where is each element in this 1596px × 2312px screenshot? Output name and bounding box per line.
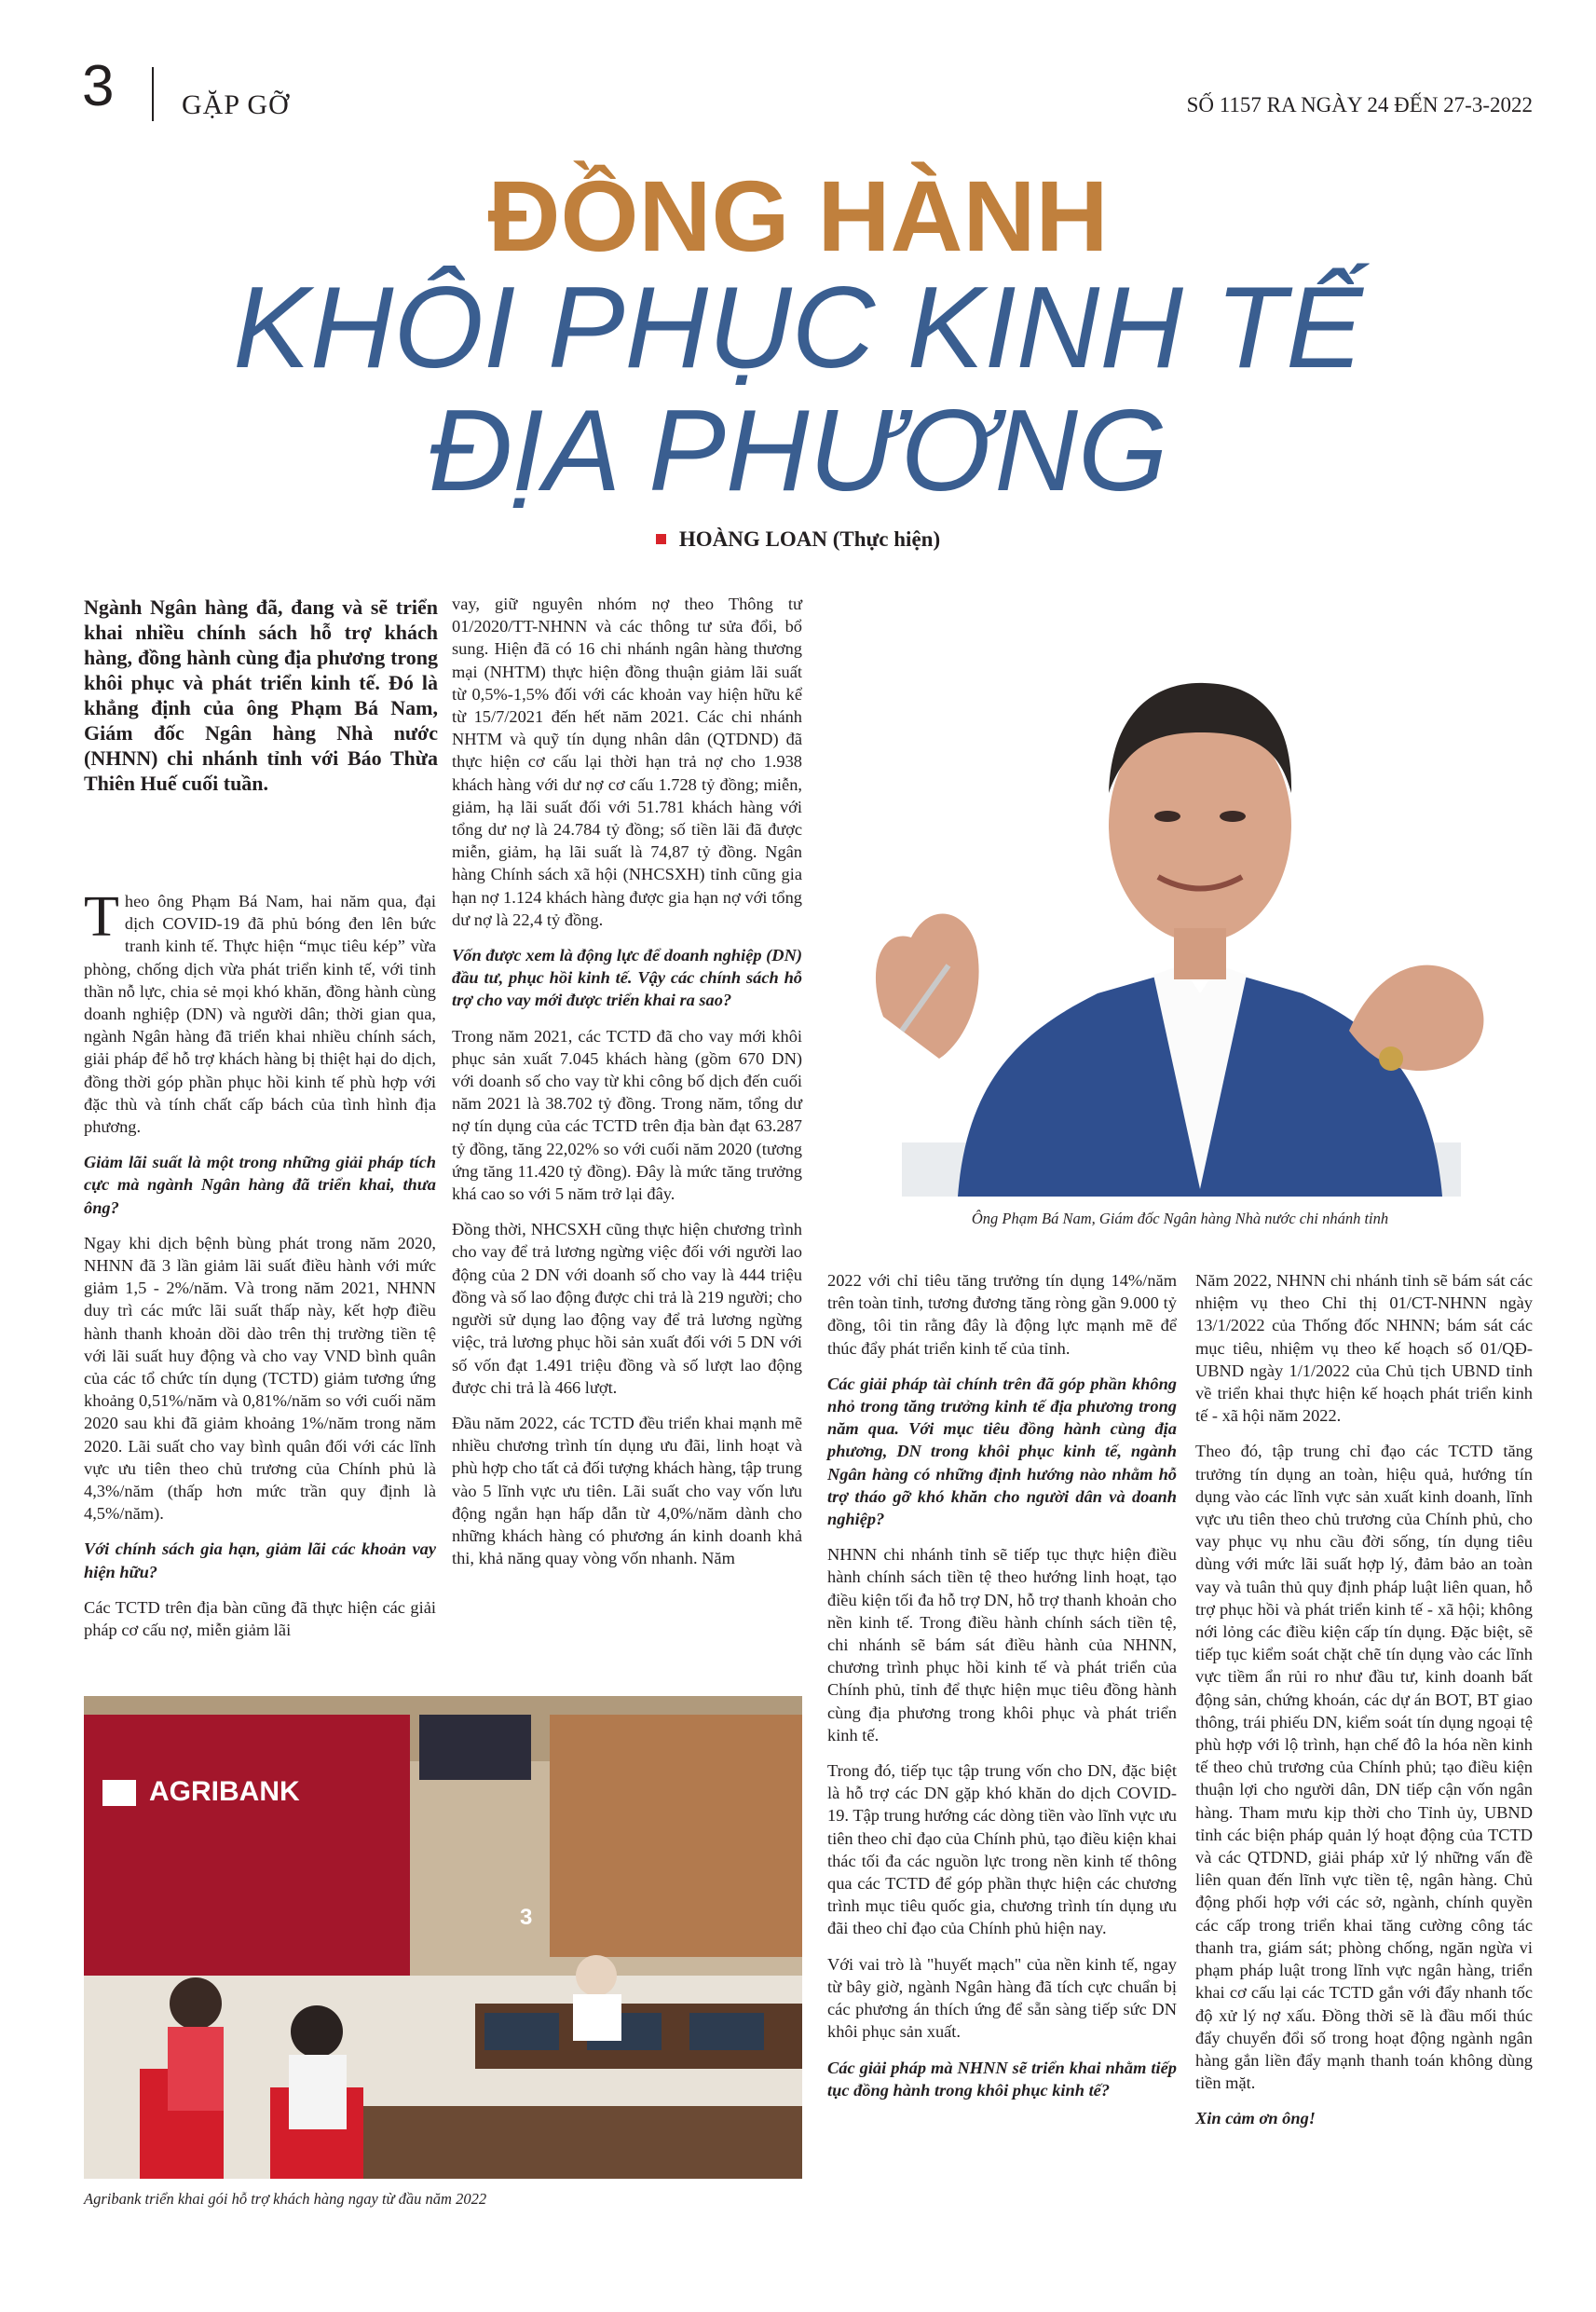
agribank-sign: AGRIBANK: [149, 1776, 300, 1807]
answer-paragraph: Trong năm 2021, các TCTD đã cho vay mới khôi phục sản xuất 7.045 khách hàng (gồm 670 DN) với doanh số cho vay từ khi công bố dịch đến cuối năm 2021 là 38.702 tỷ đồng. Trong năm, tổng dư nợ tín dụng của các TCTD trên địa bàn đạt 63.287 tỷ đồng, tăng 22,02% so với cuối năm 2020 (tương ứng tăng 11.420 tỷ đồng). Đây là mức tăng trưởng khá cao so với 5 năm trở lại đây.: [452, 1026, 802, 1204]
interview-question: Với chính sách gia hạn, giảm lãi các khoản vay hiện hữu?: [84, 1539, 436, 1581]
article-column-2: [452, 593, 802, 1582]
page-number: 3: [82, 54, 115, 118]
counter-number: 3: [520, 1905, 533, 1930]
section-name: GẶP GỠ: [182, 89, 290, 120]
bank-illustration: [84, 1696, 802, 2179]
intro-paragraph: [84, 885, 436, 1138]
byline: [0, 527, 1596, 552]
answer-paragraph: Theo đó, tập trung chỉ đạo các TCTD tăng trưởng tín dụng an toàn, hiệu quả, hướng tín dụng vào các lĩnh vực sản xuất kinh doanh, lĩnh vực ưu tiên theo chủ trương của Chính phủ, cho vay phục vụ nhu cầu đời sống, tín dụng tiêu dùng với mức lãi suất hợp lý, đảm bảo an toàn vay và tuân thủ quy định pháp luật liên quan, hỗ trợ phục hồi và phát triển kinh tế - xã hội; không nới lỏng các điều kiện cấp tín dụng. Đặc biệt, sẽ tiếp tục kiểm soát chặt chẽ tín dụng vào các lĩnh vực tiềm ẩn rủi ro như đầu tư, kinh doanh bất động sản, chứng khoán, các dự án BOT, BT giao thông, trái phiếu DN, kiểm soát tín dụng ngoại tệ phù hợp với lộ trình, hạn chế đô la hóa nền kinh tế theo chủ trương của Chính phủ; tạo điều kiện thuận lợi cho người dân, DN tiếp cận vốn ngân hàng. Tham mưu kịp thời cho Tỉnh ủy, UBND tỉnh các biện pháp quản lý hoạt động của TCTD và các QTDND, giải pháp xử lý những vấn đề liên quan đến lĩnh vực tiền tệ, ngân hàng. Chủ động phối hợp với các sở, ngành, chính quyền các cấp trong triển khai tăng cường công tác thanh tra, giám sát; phòng chống, ngăn ngừa vi phạm pháp luật trong lĩnh vực ngân hàng, triển khai cơ cấu lại các TCTD gắn với đẩy nhanh tốc độ xử lý nợ xấu. Đồng thời sẽ là đầu mối thúc đẩy chuyển đổi số trong hoạt động ngành ngân hàng gắn liền đẩy mạnh thanh toán không dùng tiền mặt.: [1195, 1442, 1533, 2093]
headline-line-1: ĐỒNG HÀNH: [487, 159, 1109, 272]
answer-paragraph: Đầu năm 2022, các TCTD đều triển khai mạnh mẽ nhiều chương trình tín dụng ưu đãi, linh hoạt và phù hợp cho tất cả đối tượng khách hàng, tập trung vào 5 lĩnh vực ưu tiên. Lãi suất cho vay vốn lưu động ngắn hạn hấp dẫn từ 4,0%/năm dành cho những khách hàng có phương án kinh doanh khả thi, khả năng quay vòng vốn nhanh. Năm: [452, 1413, 802, 1568]
headline-line-2: KHÔI PHỤC KINH TẾ: [233, 264, 1363, 392]
issue-info: SỐ 1157 RA NGÀY 24 ĐẾN 27-3-2022: [1186, 93, 1533, 116]
byline-text: HOÀNG LOAN (Thực hiện): [678, 527, 941, 551]
interview-question: Các giải pháp mà NHNN sẽ triển khai nhằm tiếp tục đồng hành trong khôi phục kinh tế?: [827, 2058, 1177, 2100]
answer-paragraph: 2022 với chỉ tiêu tăng trưởng tín dụng 14%/năm trên toàn tỉnh, tương đương tăng ròng gần 9.000 tỷ đồng, tôi tin rằng đây là động lực mạnh mẽ để thúc đẩy phát triển kinh tế của tỉnh.: [827, 1271, 1177, 1358]
portrait-illustration: [827, 593, 1533, 1197]
answer-paragraph: NHNN chi nhánh tỉnh sẽ tiếp tục thực hiện điều hành chính sách tiền tệ theo hướng linh hoạt, tạo điều kiện tối đa hỗ trợ DN, hỗ trợ thanh khoản cho nền kinh tế. Trong điều hành chính sách tiền tệ, chi nhánh sẽ bám sát điều hành của NHNN, chương trình phục hồi kinh tế và phát triển của Chính phủ, tỉnh để thực hiện mục tiêu đồng hành cùng địa phương trong khôi phục và phát triển kinh tế.: [827, 1545, 1177, 1744]
bank-photo-caption: Agribank triển khai gói hỗ trợ khách hàng ngay từ đầu năm 2022: [84, 2190, 487, 2208]
interview-question: Vốn được xem là động lực để doanh nghiệp (DN) đầu tư, phục hồi kinh tế. Vậy các chính sách hỗ trợ cho vay mới được triển khai ra sao?: [452, 946, 802, 1010]
bullet-square-icon: [656, 534, 666, 544]
paragraph-text: heo ông Phạm Bá Nam, hai năm qua, đại dịch COVID-19 đã phủ bóng đen lên bức tranh kinh tế. Thực hiện “mục tiêu kép” vừa phòng, chống dịch vừa phát triển kinh tế, với tinh thần nỗ lực, chia sẻ mọi khó khăn, đồng hành cùng doanh nghiệp (DN) và người dân; thời gian qua, ngành Ngân hàng đã triển khai nhiều chính sách, giải pháp để hỗ trợ khách hàng bị thiệt hại do dịch, đồng thời góp phần phục hồi kinh tế phù hợp với đặc thù và tính chất cấp bách của tình hình địa phương.: [84, 892, 436, 1137]
portrait-photo: [827, 593, 1533, 1197]
answer-paragraph: Đồng thời, NHCSXH cũng thực hiện chương trình cho vay để trả lương ngừng việc đối với người lao động của 2 DN với doanh số cho vay là 444 triệu đồng và số lao động được chi trả là 219 người; cho người sử dụng lao động vay để trả lương ngừng việc, trả lương phục hồi sản xuất đối với 5 DN với số vốn đạt 1.491 triệu đồng và số lượt lao động được chi trả là 466 lượt.: [452, 1220, 802, 1397]
answer-paragraph: Ngay khi dịch bệnh bùng phát trong năm 2020, NHNN đã 3 lần giảm lãi suất điều hành với mức giảm 1,5 - 2%/năm. Và trong năm 2021, NHNN duy trì các mức lãi suất thấp này, kết hợp điều hành thanh khoản dồi dào trên thị trường tiền tệ với lãi suất huy động và cho vay VND bình quân của các tổ chức tín dụng (TCTD) giảm tương ứng khoảng 0,51%/năm và 0,81%/năm so với cuối năm 2020 sau khi đã giảm khoảng 1%/năm trong năm 2020. Lãi suất cho vay bình quân đối với các lĩnh vực ưu tiên theo chủ trương của Chính phủ là 4,3%/năm (thấp hơn mức trần quy định là 4,5%/năm).: [84, 1233, 436, 1524]
bank-photo: [84, 1696, 802, 2179]
article-column-4: [1195, 1269, 1533, 2143]
answer-paragraph: vay, giữ nguyên nhóm nợ theo Thông tư 01/2020/TT-NHNN và các thông tư sửa đổi, bổ sung. Hiện đã có 16 chi nhánh ngân hàng thương mại (NHTM) thực hiện đồng thuận giảm lãi suất từ 0,5%-1,5% đối với các khoản vay hiện hữu kể từ 15/7/2021 đến hết năm 2021. Các chi nhánh NHTM và quỹ tín dụng nhân dân (QTDND) đã thực hiện cơ cấu lại thời hạn trả nợ cho 1.938 khách hàng với dư nợ cơ cấu 1.728 tỷ đồng; miễn, giảm, hạ lãi suất đối với 51.781 khách hàng với tổng dư nợ là 24.784 tỷ đồng; số tiền lãi đã được miễn, giảm, hạ lãi suất là 74,87 tỷ đồng. Ngân hàng Chính sách xã hội (NHCSXH) tỉnh cũng gia hạn nợ 1.124 khách hàng được gia hạn nợ với tổng dư nợ là 22,4 tỷ đồng.: [452, 595, 802, 929]
drop-cap: T: [84, 885, 119, 949]
lead-paragraph: Ngành Ngân hàng đã, đang và sẽ triển khai nhiều chính sách hỗ trợ khách hàng, đồng hành cùng địa phương trong khôi phục và phát triển kinh tế. Đó là khẳng định của ông Phạm Bá Nam, Giám đốc Ngân hàng Nhà nước (NHNN) chi nhánh tỉnh với Báo Thừa Thiên Huế cuối tuần.: [84, 595, 438, 795]
portrait-caption: Ông Phạm Bá Nam, Giám đốc Ngân hàng Nhà nước chi nhánh tỉnh: [971, 1210, 1389, 1227]
answer-paragraph: Các TCTD trên địa bàn cũng đã thực hiện các giải pháp cơ cấu nợ, miễn giảm lãi: [84, 1597, 436, 1640]
answer-paragraph: Trong đó, tiếp tục tập trung vốn cho DN, đặc biệt là hỗ trợ các DN gặp khó khăn do dịch COVID-19. Tập trung hướng các dòng tiền vào lĩnh vực ưu tiên theo chỉ đạo của Chính phủ, tạo điều kiện khai thác tối đa các nguồn lực trong nền kinh tế thông qua các TCTD để góp phần thực hiện các chương trình mục tiêu quốc gia, chương trình tín dụng ưu đãi theo chỉ đạo của Chính phủ hiện nay.: [827, 1761, 1177, 1938]
article-column-1: [84, 885, 436, 1654]
article-column-3: [827, 1269, 1177, 2114]
headline-line-3: ĐỊA PHƯƠNG: [428, 387, 1168, 515]
answer-paragraph: Năm 2022, NHNN chi nhánh tỉnh sẽ bám sát các nhiệm vụ theo Chỉ thị 01/CT-NHNN ngày 13/1/2022 của Thống đốc NHNN; bám sát các mục tiêu, nhiệm vụ theo kế hoạch số 01/QĐ-UBND ngày 1/1/2022 của Chủ tịch UBND tỉnh về triển khai thực hiện kế hoạch phát triển kinh tế - xã hội năm 2022.: [1195, 1271, 1533, 1426]
interview-question: Các giải pháp tài chính trên đã góp phần không nhỏ trong tăng trưởng kinh tế địa phương trong năm qua. Với mục tiêu đồng hành cùng địa phương, DN trong khôi phục kinh tế, ngành Ngân hàng có những định hướng nào nhằm hỗ trợ tháo gỡ khó khăn cho người dân và doanh nghiệp?: [827, 1374, 1177, 1529]
header-divider: [152, 67, 154, 121]
closing-line: Xin cảm ơn ông!: [1195, 2109, 1316, 2128]
interview-question: Giảm lãi suất là một trong những giải pháp tích cực mà ngành Ngân hàng đã triển khai, thưa ông?: [84, 1153, 436, 1217]
answer-paragraph: Với vai trò là "huyết mạch" của nền kinh tế, ngay từ bây giờ, ngành Ngân hàng đã tích cực chuẩn bị các phương án thích ứng để sẵn sàng tiếp sức DN khôi phục sản xuất.: [827, 1954, 1177, 2042]
